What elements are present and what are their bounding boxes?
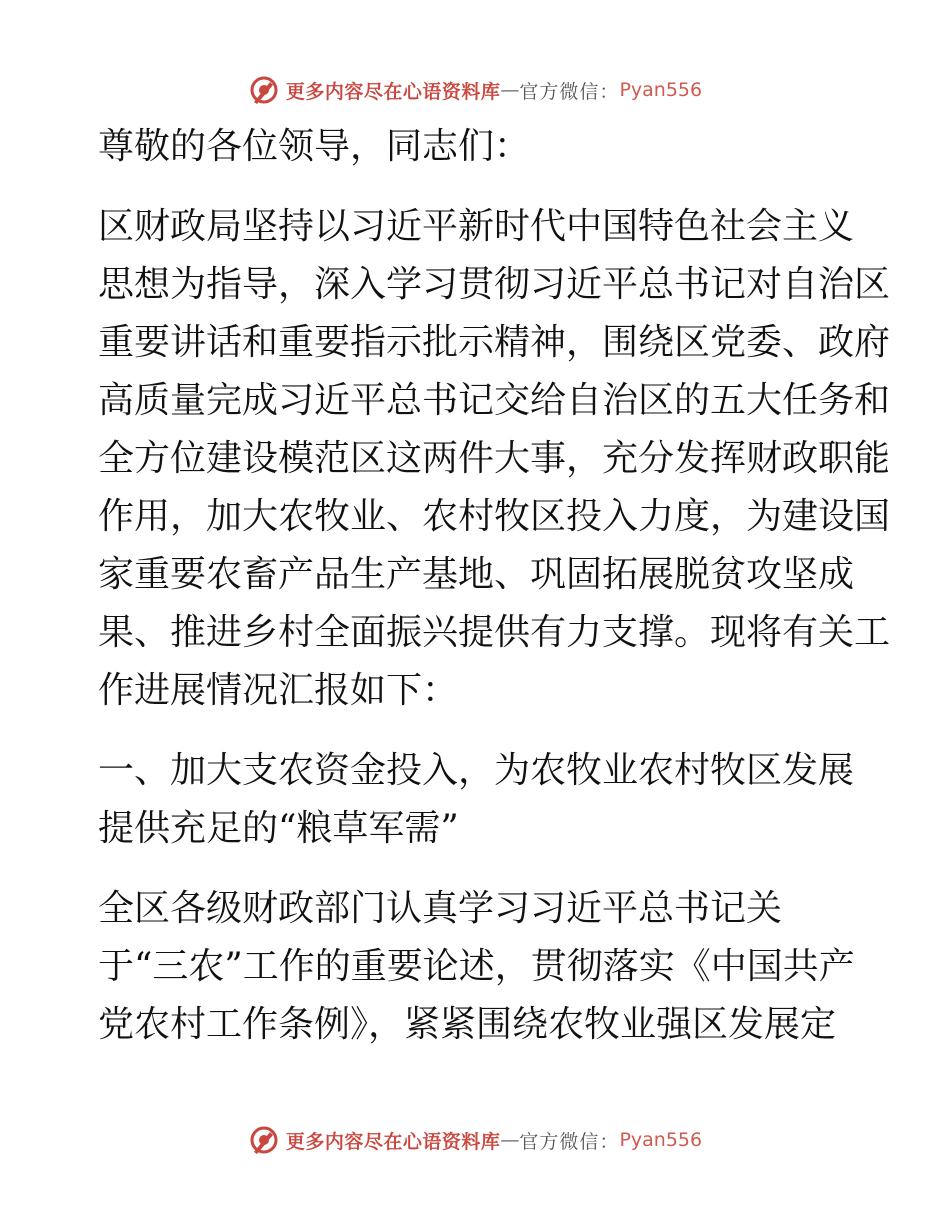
bottom-watermark-banner xyxy=(0,1120,950,1160)
text-line: 于“三农”工作的重要论述，贯彻落实《中国共产 xyxy=(98,946,855,987)
text-line: 重要讲话和重要指示批示精神，围绕区党委、政府 xyxy=(98,322,891,363)
paragraph-section-1 xyxy=(98,880,853,1054)
text-line: 全方位建设模范区这两件大事，充分发挥财政职能 xyxy=(98,438,891,479)
text-line: 区财政局坚持以习近平新时代中国特色社会主义 xyxy=(98,206,855,247)
text-line: 党农村工作条例》，紧紧围绕农牧业强区发展定 xyxy=(98,1004,837,1045)
text-line: 果、推进乡村全面振兴提供有力支撑。现将有关工 xyxy=(98,612,891,653)
text-line: 家重要农畜产品生产基地、巩固拓展脱贫攻坚成 xyxy=(98,554,855,595)
greeting-line: 尊敬的各位领导，同志们： xyxy=(98,126,531,167)
text-line: 高质量完成习近平总书记交给自治区的五大任务和 xyxy=(98,380,891,421)
section-heading-1 xyxy=(98,742,853,858)
watermark-wechat-label: 官方微信： xyxy=(519,80,620,103)
text-line: 思想为指导，深入学习贯彻习近平总书记对自治区 xyxy=(98,264,891,305)
text-line: 作进展情况汇报如下： xyxy=(98,670,459,711)
top-watermark-banner xyxy=(0,70,950,110)
watermark-brand-text: 更多内容尽在心语资料库 xyxy=(285,1130,501,1153)
paragraph-intro xyxy=(98,198,891,720)
text-line: 作用，加大农牧业、农村牧区投入力度，为建设国 xyxy=(98,496,891,537)
watermark-brand-text: 更多内容尽在心语资料库 xyxy=(285,80,501,103)
watermark-wechat-handle: Pyan556 xyxy=(619,79,703,101)
document-body xyxy=(98,118,891,1054)
heading-line: 一、加大支农资金投入，为农牧业农村牧区发展 xyxy=(98,750,855,791)
heading-line: 提供充足的“粮草军需” xyxy=(98,808,459,849)
watermark-wechat-label: 官方微信： xyxy=(519,1130,620,1153)
watermark-separator: — xyxy=(500,1129,520,1151)
red-pen-logo-icon xyxy=(248,74,280,106)
greeting xyxy=(98,118,853,176)
red-pen-logo-icon xyxy=(248,1124,280,1156)
watermark-wechat-handle: Pyan556 xyxy=(619,1129,703,1151)
text-line: 全区各级财政部门认真学习习近平总书记关 xyxy=(98,888,783,929)
watermark-separator: — xyxy=(500,79,520,101)
